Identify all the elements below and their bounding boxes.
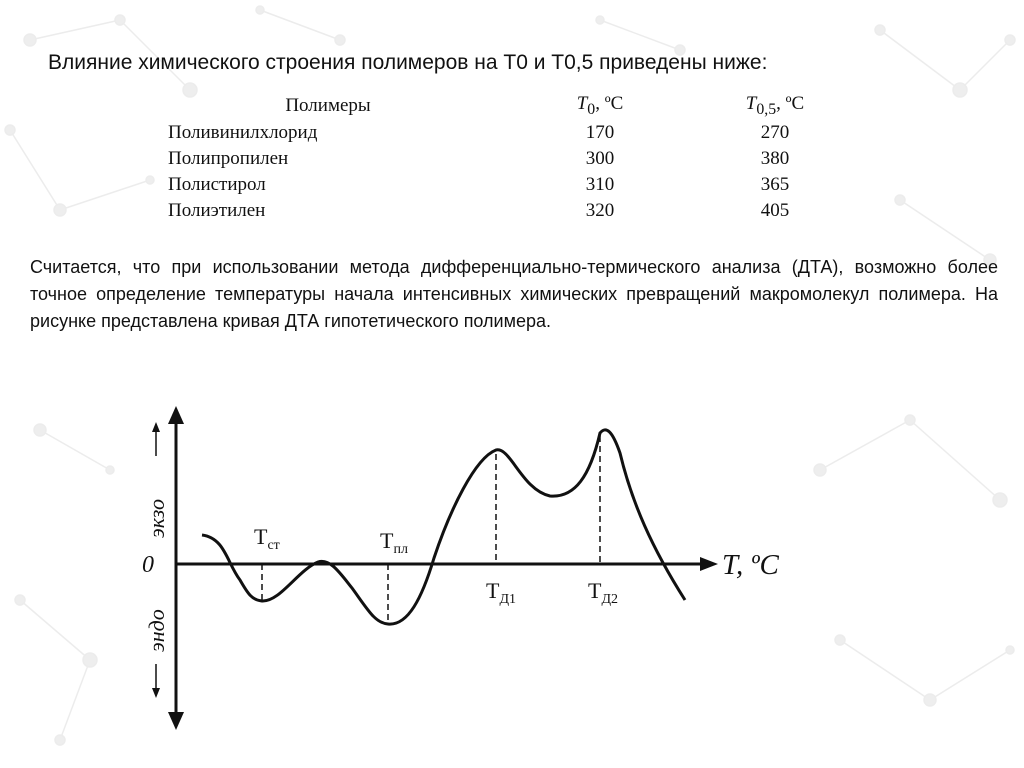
polymer-t0: 300: [585, 148, 615, 169]
label-zero: 0: [142, 552, 154, 578]
header-t0: [510, 92, 690, 120]
marker-label-tst: $T_{ст}$: [254, 524, 280, 553]
header-t05-unit: , ºС: [776, 93, 805, 115]
marker-label-tpl: $T_{пл}$: [380, 528, 408, 557]
header-t05: [690, 92, 860, 120]
polymer-t05: 365: [760, 174, 790, 195]
endo-arrowhead: [152, 688, 160, 698]
table-row: [168, 146, 860, 172]
label-endo: эндо: [144, 609, 169, 652]
header-t0-symbol: T: [576, 93, 588, 115]
label-exo: экзо: [144, 499, 169, 538]
header-t05-symbol: T: [745, 93, 757, 115]
header-polymers: Полимеры: [285, 95, 371, 116]
polymer-name: Полистирол: [168, 174, 266, 195]
dta-diagram: [130, 398, 810, 738]
exo-arrowhead: [152, 422, 160, 432]
horizontal-axis-arrow: [700, 557, 718, 571]
table-header-row: [168, 92, 860, 120]
polymer-name: Полипропилен: [168, 148, 289, 169]
table-row: [168, 172, 860, 198]
header-t05-sub: 0,5: [756, 100, 777, 118]
polymer-t0: 170: [585, 122, 615, 143]
polymer-t0: 310: [585, 174, 615, 195]
header-t0-sub: 0: [587, 100, 596, 118]
polymer-name: Полиэтилен: [168, 200, 266, 221]
marker-label-td2: $T_{Д2}$: [588, 578, 619, 607]
vertical-axis-arrow-down: [168, 712, 184, 730]
header-t0-unit: , ºС: [595, 93, 624, 115]
vertical-axis-arrow-up: [168, 406, 184, 424]
axis-label-temperature: T, ºC: [722, 549, 779, 581]
table-row: [168, 198, 860, 224]
polymer-t05: 380: [760, 148, 790, 169]
slide-heading: Влияние химического строения полимеров на Т0 и Т0,5 приведены ниже:: [48, 51, 768, 74]
polymer-t0: 320: [585, 200, 615, 221]
polymer-t05: 405: [760, 200, 790, 221]
polymer-table: [168, 92, 860, 224]
polymer-t05: 270: [760, 122, 790, 143]
polymer-name: Поливинилхлорид: [168, 122, 318, 143]
marker-label-td1: $T_{Д1}$: [486, 578, 517, 607]
table-row: [168, 120, 860, 146]
description-paragraph: Считается, что при использовании метода дифференциально-термического анализа (ДТА), возможно более точное определение температуры начала интенсивных химических превращений макромолекул полимера. На рисунке представлена кривая ДТА гипотетического полимера.: [30, 257, 998, 331]
